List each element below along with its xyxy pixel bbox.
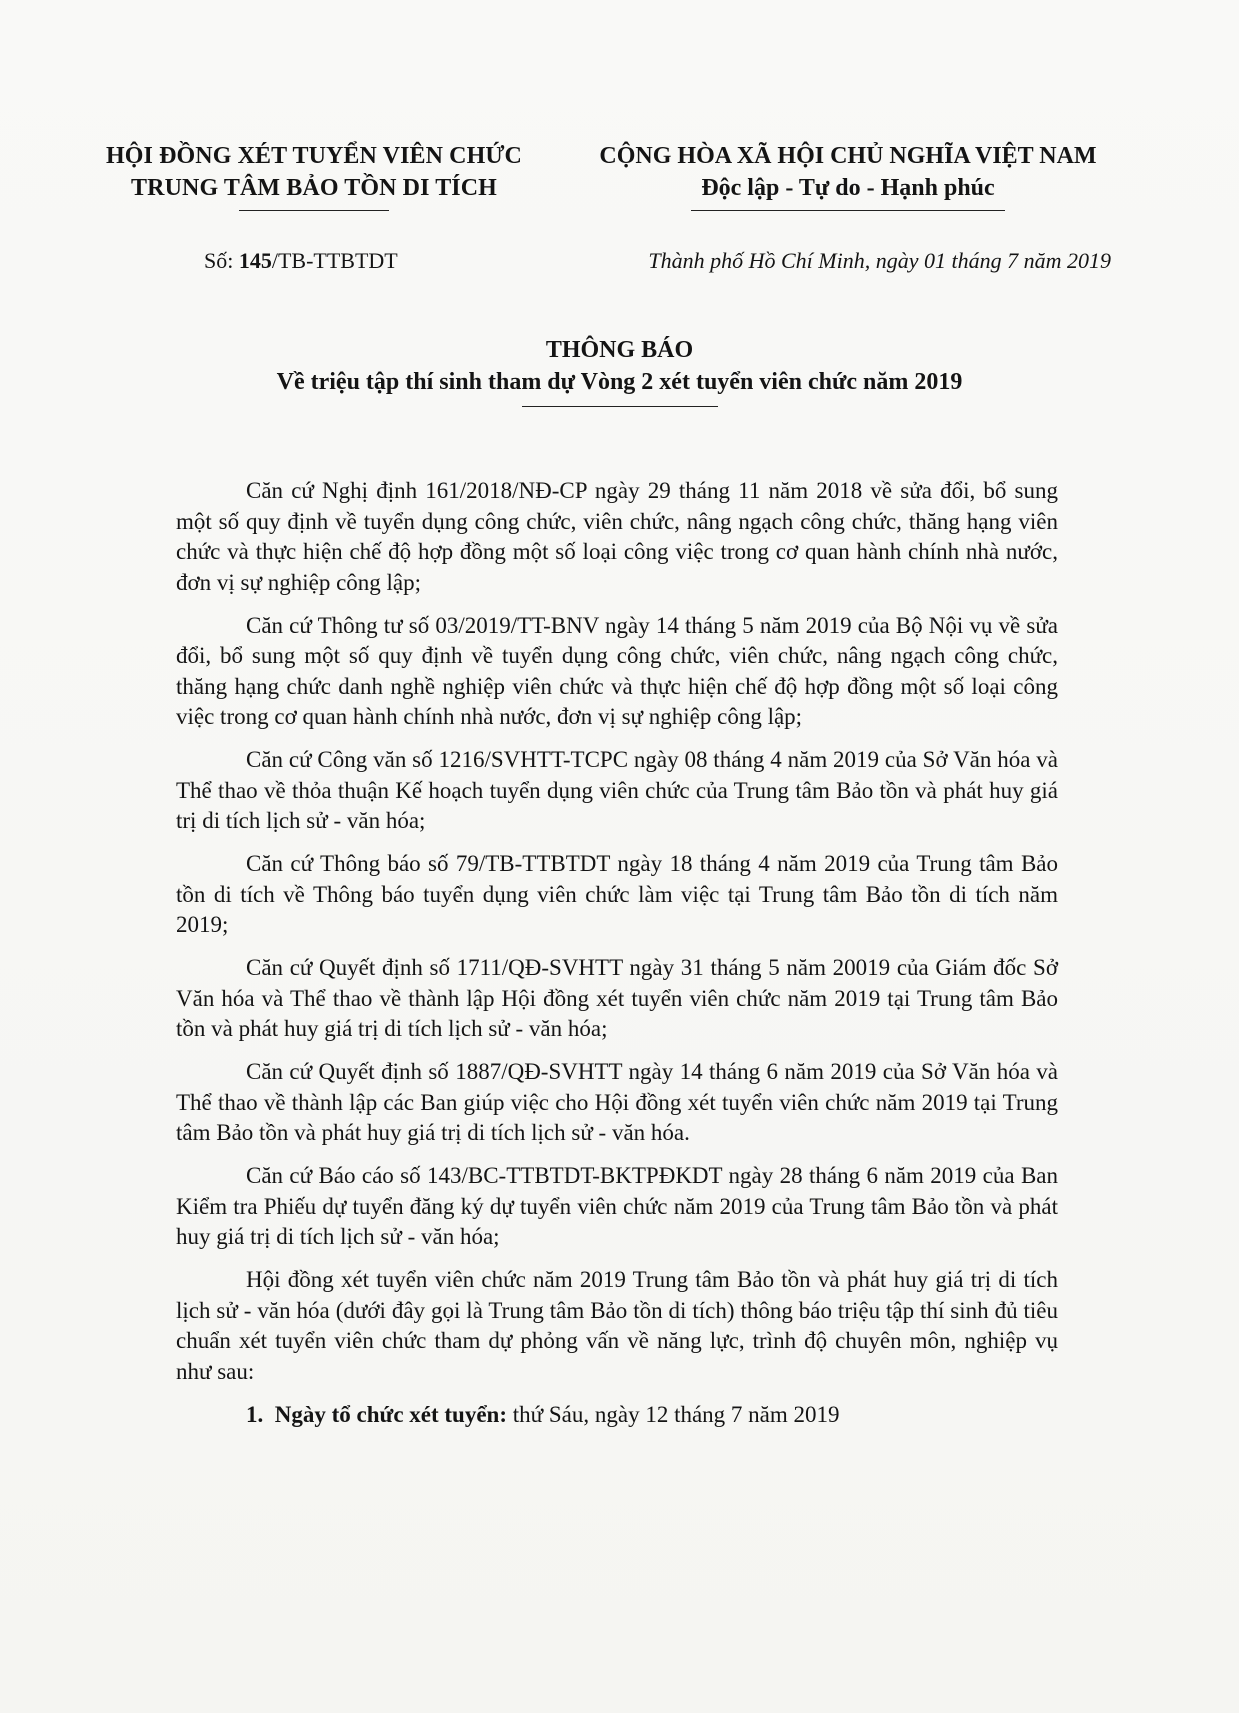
document-number [204, 248, 398, 274]
paragraph-legal-basis-2: Căn cứ Thông tư số 03/2019/TT-BNV ngày 14 tháng 5 năm 2019 của Bộ Nội vụ về sửa đổi, bổ sung một số quy định về tuyển dụng công chức, viên chức, nâng ngạch công chức, thăng hạng chức danh nghề nghiệp viên chức và thực hiện chế độ hợp đồng một số loại công việc trong cơ quan hành chính nhà nước, đơn vị sự nghiệp công lập; [176, 612, 1058, 729]
document-subtitle: Về triệu tập thí sinh tham dự Vòng 2 xét tuyển viên chức năm 2019 [276, 369, 963, 395]
list-item-exam-date [176, 1400, 1058, 1431]
paragraph-legal-basis-4: Căn cứ Thông báo số 79/TB-TTBTDT ngày 18 tháng 4 năm 2019 của Trung tâm Bảo tồn di tích về Thông báo tuyển dụng viên chức làm việc tại Trung tâm Bảo tồn di tích năm 2019; [176, 851, 1058, 937]
number-value: 145 [238, 248, 272, 273]
item-value: thứ Sáu, ngày 12 tháng 7 năm 2019 [507, 1401, 840, 1427]
org-underline [239, 210, 389, 211]
paragraph-legal-basis-5: Căn cứ Quyết định số 1711/QĐ-SVHTT ngày 31 tháng 5 năm 20019 của Giám đốc Sở Văn hóa và Thể thao về thành lập Hội đồng xét tuyển viên chức năm 2019 tại Trung tâm Bảo tồn và phát huy giá trị di tích lịch sử - văn hóa; [176, 955, 1058, 1041]
document-title: THÔNG BÁO [545, 337, 694, 363]
document-header [0, 140, 1239, 260]
national-motto [568, 140, 1128, 211]
paragraph-legal-basis-7: Căn cứ Báo cáo số 143/BC-TTBTDT-BKTPĐKDT ngày 28 tháng 6 năm 2019 của Ban Kiểm tra Phiếu dự tuyển đăng ký dự tuyển viên chức năm 2019 của Trung tâm Bảo tồn và phát huy giá trị di tích lịch sử - văn hóa; [176, 1163, 1058, 1249]
item-number: 1. [246, 1401, 264, 1427]
nation-name: CỘNG HÒA XÃ HỘI CHỦ NGHĨA VIỆT NAM [599, 143, 1097, 169]
number-prefix: Số: [204, 248, 239, 273]
document-meta [0, 248, 1239, 280]
place-and-date: Thành phố Hồ Chí Minh, ngày 01 tháng 7 năm 2019 [648, 248, 1111, 273]
title-underline [522, 406, 718, 407]
org-name-line-1: HỘI ĐỒNG XÉT TUYỂN VIÊN CHỨC [106, 143, 522, 169]
paragraph-announcement: Hội đồng xét tuyển viên chức năm 2019 Trung tâm Bảo tồn và phát huy giá trị di tích lịch sử - văn hóa (dưới đây gọi là Trung tâm Bảo tồn di tích) thông báo triệu tập thí sinh đủ tiêu chuẩn xét tuyển viên chức tham dự phỏng vấn về năng lực, trình độ chuyên môn, nghiệp vụ như sau: [176, 1267, 1058, 1384]
item-label: Ngày tổ chức xét tuyển: [274, 1401, 508, 1427]
document-body [176, 476, 1058, 1430]
number-suffix: /TB-TTBTDT [271, 248, 398, 273]
org-name-line-2: TRUNG TÂM BẢO TỒN DI TÍCH [131, 175, 497, 201]
issuing-organization [88, 140, 540, 211]
nation-motto: Độc lập - Tự do - Hạnh phúc [701, 175, 995, 201]
title-block [0, 334, 1239, 407]
motto-underline [691, 210, 1005, 211]
paragraph-legal-basis-6: Căn cứ Quyết định số 1887/QĐ-SVHTT ngày 14 tháng 6 năm 2019 của Sở Văn hóa và Thể thao về thành lập các Ban giúp việc cho Hội đồng xét tuyển viên chức năm 2019 tại Trung tâm Bảo tồn và phát huy giá trị di tích lịch sử - văn hóa. [176, 1059, 1058, 1145]
paragraph-legal-basis-3: Căn cứ Công văn số 1216/SVHTT-TCPC ngày 08 tháng 4 năm 2019 của Sở Văn hóa và Thể thao về thỏa thuận Kế hoạch tuyển dụng viên chức của Trung tâm Bảo tồn và phát huy giá trị di tích lịch sử - văn hóa; [176, 747, 1058, 833]
paragraph-legal-basis-1: Căn cứ Nghị định 161/2018/NĐ-CP ngày 29 tháng 11 năm 2018 về sửa đổi, bổ sung một số quy định về tuyển dụng công chức, viên chức, nâng ngạch công chức, thăng hạng viên chức và thực hiện chế độ hợp đồng một số loại công việc trong cơ quan hành chính nhà nước, đơn vị sự nghiệp công lập; [176, 478, 1058, 595]
